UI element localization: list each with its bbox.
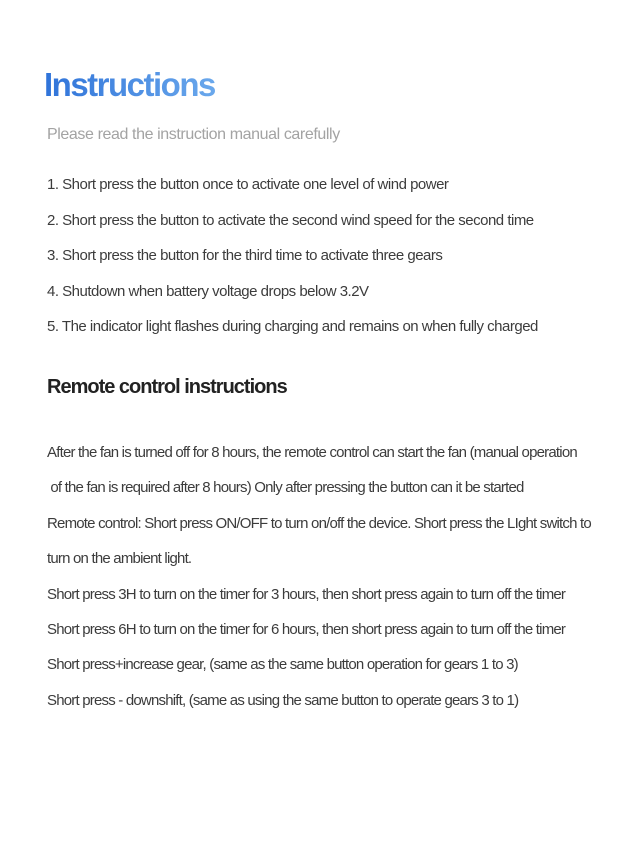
remote-instruction-line: Short press - downshift, (same as using the same button to operate gears 3 to 1) (47, 691, 519, 709)
remote-instructions-list (47, 442, 591, 725)
instruction-step: 3. Short press the button for the third time to activate three gears (47, 247, 443, 264)
remote-instruction-line: Remote control: Short press ON/OFF to turn on/off the device. Short press the LIght switch to (47, 514, 591, 532)
remote-instruction-line: turn on the ambient light. (47, 550, 192, 568)
instruction-step: 5. The indicator light flashes during charging and remains on when fully charged (47, 318, 538, 335)
page-subtitle: Please read the instruction manual carefully (47, 126, 340, 143)
instruction-step: 4. Shutdown when battery voltage drops below 3.2V (47, 282, 369, 300)
remote-instruction-line: Short press 6H to turn on the timer for 6 hours, then short press again to turn off the timer (47, 620, 566, 638)
remote-instruction-line: of the fan is required after 8 hours) Only after pressing the button can it be started (47, 479, 524, 497)
remote-instruction-line: After the fan is turned off for 8 hours, the remote control can start the fan (manual operation (47, 444, 577, 461)
instruction-steps-list (47, 174, 538, 352)
remote-instruction-line: Short press 3H to turn on the timer for 3 hours, then short press again to turn off the timer (47, 585, 566, 603)
instruction-step: 2. Short press the button to activate the second wind speed for the second time (47, 211, 534, 229)
remote-section-title: Remote control instructions (47, 376, 287, 398)
page-title: Instructions (44, 66, 215, 103)
remote-instruction-line: Short press+increase gear, (same as the same button operation for gears 1 to 3) (47, 656, 518, 674)
instruction-step: 1. Short press the button once to activate one level of wind power (47, 176, 449, 193)
